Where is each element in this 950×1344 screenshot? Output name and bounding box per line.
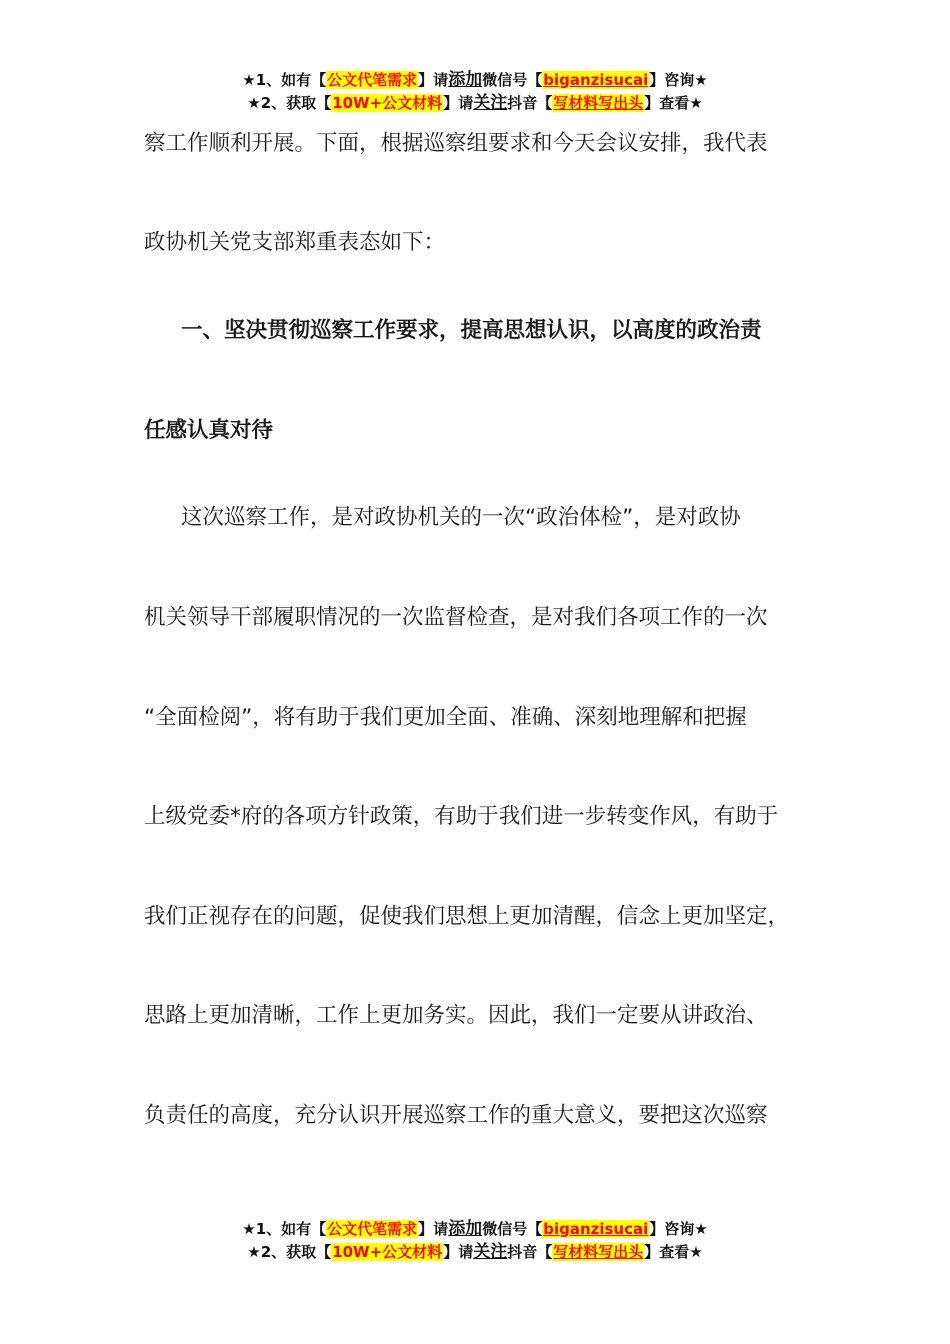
douyin-account: 写材料写出头 [553,1243,644,1261]
body-line: 政协机关党支部郑重表态如下： [144,230,446,255]
body-line: 这次巡察工作，是对政协机关的一次“政治体检”，是对政协 [181,505,741,530]
section-heading-cont: 任感认真对待 [144,418,274,443]
banner-line-1: ★1、如有【公文代笔需求】请添加微信号【biganzisucai】咨询★ [242,70,708,90]
banner-line-2: ★2、获取【10W+公文材料】请关注抖音【写材料写出头】查看★ [247,1242,703,1262]
wechat-id: biganzisucai [543,1220,649,1238]
body-line: 我们正视存在的问题，促使我们思想上更加清醒，信念上更加坚定， [144,904,790,929]
body-line: 机关领导干部履职情况的一次监督检查，是对我们各项工作的一次 [144,605,768,630]
header-banner [0,69,950,115]
douyin-account: 写材料写出头 [553,94,644,112]
banner-line-1: ★1、如有【公文代笔需求】请添加微信号【biganzisucai】咨询★ [242,1219,708,1239]
wechat-id: biganzisucai [543,71,649,89]
section-heading: 一、坚决贯彻巡察工作要求，提高思想认识，以高度的政治责 [181,318,762,343]
banner-line-2: ★2、获取【10W+公文材料】请关注抖音【写材料写出头】查看★ [247,93,703,113]
footer-banner [0,1218,950,1264]
body-line: 负责任的高度，充分认识开展巡察工作的重大意义，要把这次巡察 [144,1103,768,1128]
body-line: 上级党委*府的各项方针政策，有助于我们进一步转变作风，有助于 [144,804,779,829]
body-line: 思路上更加清晰，工作上更加务实。因此，我们一定要从讲政治、 [144,1003,768,1028]
body-line: 察工作顺利开展。下面，根据巡察组要求和今天会议安排，我代表 [144,131,768,156]
body-line: “全面检阅”，将有助于我们更加全面、准确、深刻地理解和把握 [144,705,747,730]
